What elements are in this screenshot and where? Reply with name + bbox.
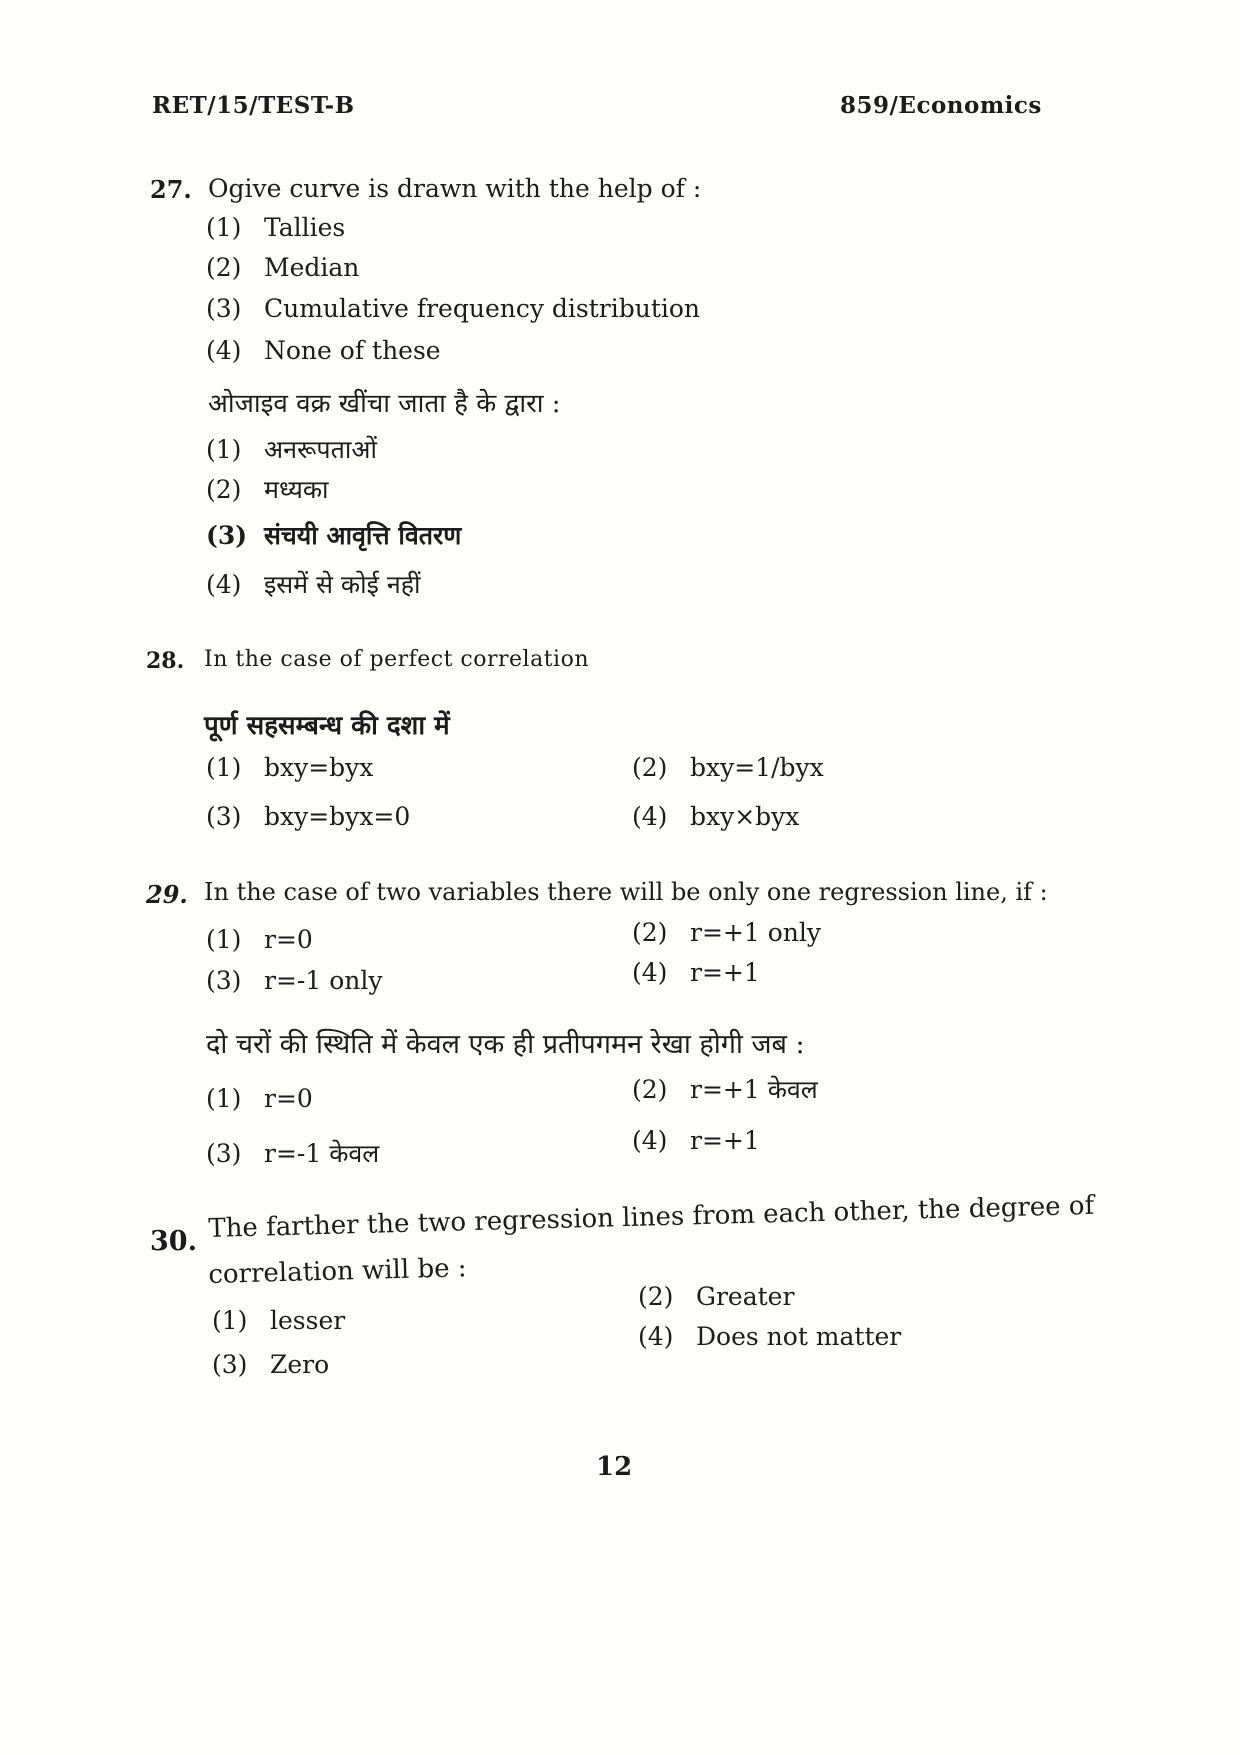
page-number: 12 [596, 1452, 633, 1482]
option-en-3: (3) Cumulative frequency distribution [206, 294, 701, 323]
test-code: RET/15/TEST-B [152, 92, 355, 119]
option-hi-3: (3) r=-1 केवल [206, 1139, 380, 1168]
option-hi-2: (2) r=+1 केवल [632, 1075, 818, 1104]
option-en-3: (3) r=-1 only [206, 966, 383, 995]
question-number: 27. [150, 175, 192, 204]
option-3: (3) bxy=byx=0 [206, 802, 411, 831]
question-text-en: In the case of perfect correlation [204, 647, 589, 672]
option-1: (1) lesser [212, 1306, 346, 1335]
question-text-hi: पूर्ण सहसम्बन्ध की दशा में [204, 711, 450, 741]
question-text-en-line2: correlation will be : [208, 1253, 467, 1290]
option-4: (4) Does not matter [638, 1322, 902, 1351]
option-en-4: (4) r=+1 [632, 958, 760, 987]
option-1: (1) bxy=byx [206, 753, 374, 782]
option-2: (2) Greater [638, 1282, 795, 1311]
option-hi-3: (3) संचयी आवृत्ति वितरण [206, 521, 462, 550]
question-text-hi: दो चरों की स्थिति में केवल एक ही प्रतीपगमन रेखा होगी जब : [206, 1029, 805, 1060]
option-en-2: (2) Median [206, 253, 360, 282]
option-hi-4: (4) r=+1 [632, 1126, 760, 1155]
question-text-en: In the case of two variables there will be only one regression line, if : [204, 878, 1048, 906]
option-hi-2: (2) मध्यका [206, 475, 329, 504]
question-text-en: Ogive curve is drawn with the help of : [208, 174, 702, 203]
option-4: (4) bxy×byx [632, 802, 800, 831]
option-hi-1: (1) r=0 [206, 1084, 313, 1113]
option-3: (3) Zero [212, 1350, 330, 1379]
question-number: 28. [146, 648, 185, 674]
subject-code: 859/Economics [840, 92, 1042, 119]
option-en-2: (2) r=+1 only [632, 918, 821, 947]
option-hi-1: (1) अनरूपताओं [206, 435, 377, 464]
question-number: 30. [150, 1226, 197, 1257]
option-en-1: (1) Tallies [206, 213, 346, 242]
option-en-4: (4) None of these [206, 336, 441, 365]
option-en-1: (1) r=0 [206, 925, 313, 954]
option-hi-4: (4) इसमें से कोई नहीं [206, 570, 421, 599]
question-text-en-line1: The farther the two regression lines from each other, the degree of [208, 1190, 1095, 1244]
question-text-hi: ओजाइव वक्र खींचा जाता है के द्वारा : [208, 389, 561, 419]
question-number: 29. [146, 880, 188, 909]
option-2: (2) bxy=1/byx [632, 753, 824, 782]
